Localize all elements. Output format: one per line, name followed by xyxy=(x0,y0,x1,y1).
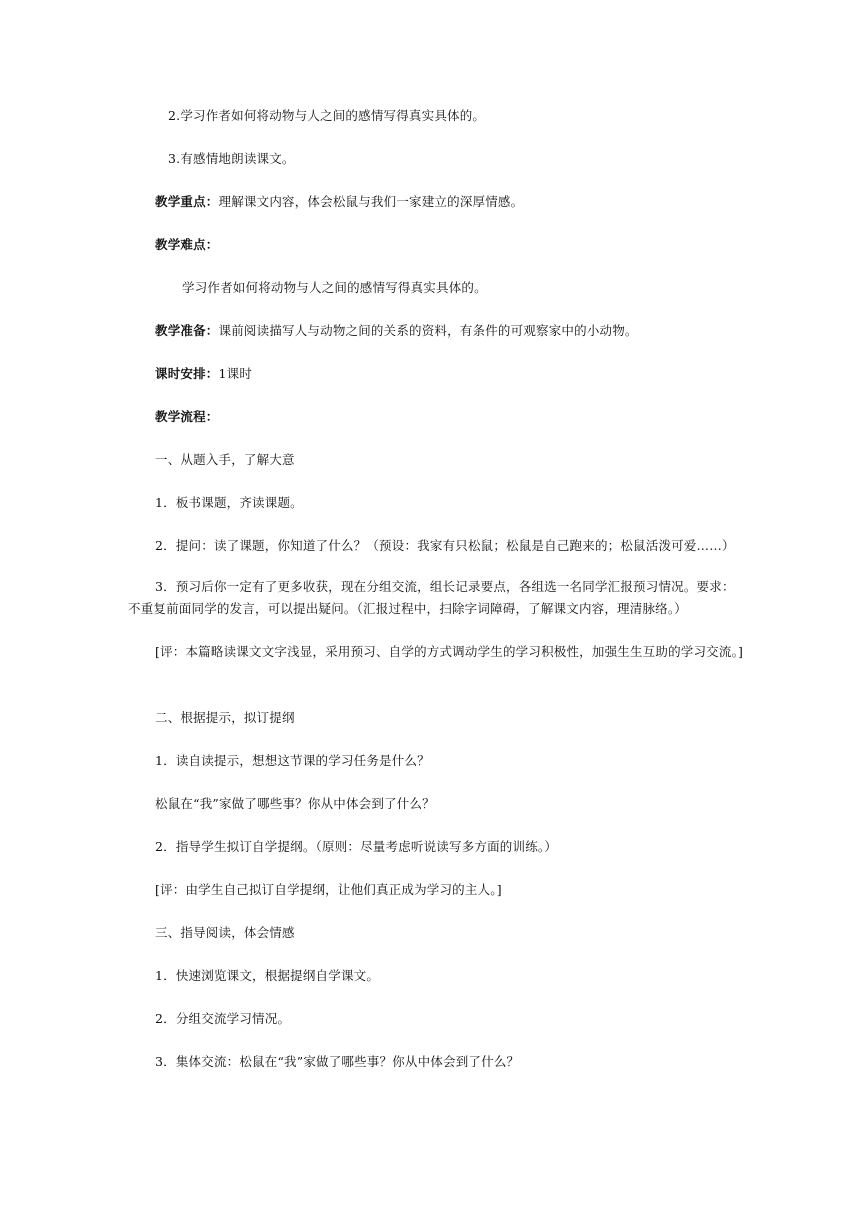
section1-step2: 2．提问：读了课题，你知道了什么？（预设：我家有只松鼠；松鼠是自己跑来的；松鼠活泼可爱……） xyxy=(155,538,735,553)
key-point xyxy=(155,194,523,210)
section2-comment: [评：由学生自己拟订自学提纲，让他们真正成为学习的主人。] xyxy=(155,882,502,897)
preparation-text: 课前阅读描写人与动物之间的关系的资料，有条件的可观察家中的小动物。 xyxy=(218,323,638,338)
section1-comment: [评：本篇略读课文文字浅显，采用预习、自学的方式调动学生的学习积极性，加强生生互助的学习交流。] xyxy=(155,644,744,659)
section3-title: 三、指导阅读，体会情感 xyxy=(155,925,295,940)
schedule-label: 课时安排： xyxy=(155,366,219,381)
schedule-text: 1课时 xyxy=(218,366,253,381)
section2-step1: 1．读自读提示，想想这节课的学习任务是什么？ xyxy=(155,753,430,768)
section1-step1: 1．板书课题，齐读课题。 xyxy=(155,495,303,510)
difficulty-text: 学习作者如何将动物与人之间的感情写得真实具体的。 xyxy=(182,280,487,295)
preparation-label: 教学准备： xyxy=(155,323,219,338)
section3-step3: 3．集体交流：松鼠在“我”家做了哪些事？你从中体会到了什么？ xyxy=(155,1054,520,1069)
objective-item-2: 2.学习作者如何将动物与人之间的感情写得真实具体的。 xyxy=(168,108,486,123)
section1-step3: 3．预习后你一定有了更多收获，现在分组交流，组长记录要点，各组选一名同学汇报预习情况。要求：不重复前面同学的发言，可以提出疑问。（汇报过程中，扫除字词障碍，了解课文内容，理清脉络。） xyxy=(128,579,735,616)
section1-title: 一、从题入手，了解大意 xyxy=(155,452,295,467)
objective-item-3: 3.有感情地朗读课文。 xyxy=(168,151,295,166)
section2-title: 二、根据提示，拟订提纲 xyxy=(155,710,295,725)
schedule xyxy=(155,366,252,382)
section3-step1: 1．快速浏览课文，根据提纲自学课文。 xyxy=(155,968,380,983)
section2-question: 松鼠在“我”家做了哪些事？你从中体会到了什么？ xyxy=(155,796,435,811)
section2-step2: 2．指导学生拟订自学提纲。（原则：尽量考虑听说读写多方面的训练。） xyxy=(155,839,558,854)
difficulty-label: 教学难点： xyxy=(155,237,219,252)
process-label: 教学流程： xyxy=(155,409,219,424)
key-point-label: 教学重点： xyxy=(155,194,219,209)
preparation xyxy=(155,323,638,339)
key-point-text: 理解课文内容，体会松鼠与我们一家建立的深厚情感。 xyxy=(218,194,524,209)
section3-step2: 2．分组交流学习情况。 xyxy=(155,1011,291,1026)
